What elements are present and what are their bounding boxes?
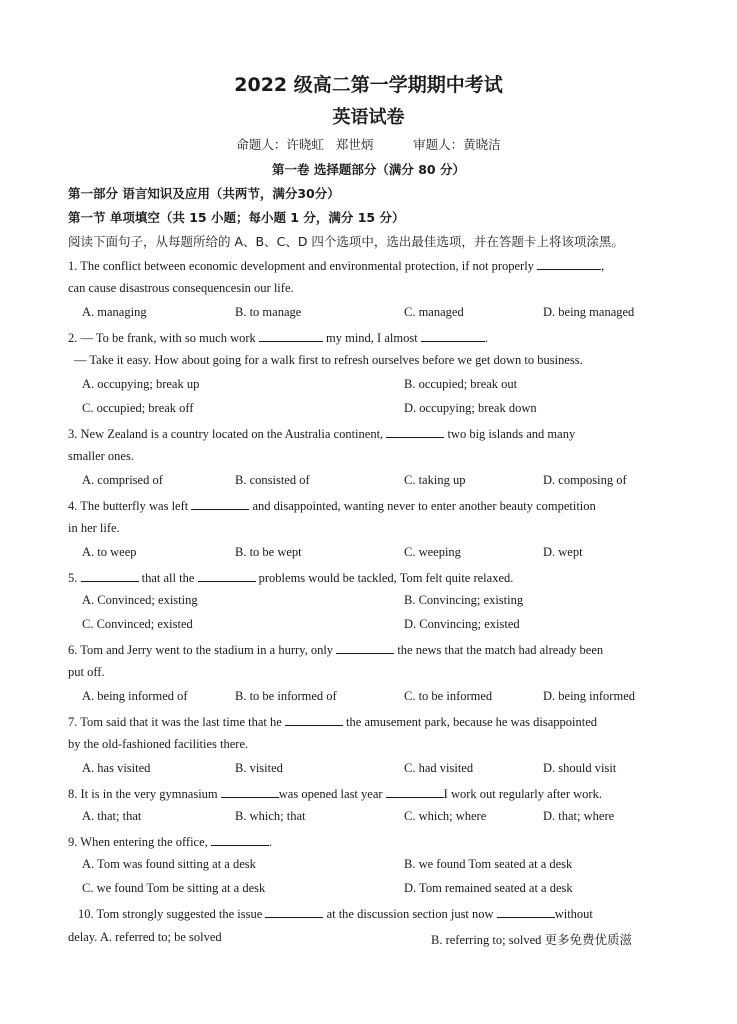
question-3-cont: smaller ones. (68, 449, 134, 463)
question-3: 3. New Zealand is a country located on the Australia continent, two big islands and many (68, 427, 576, 441)
question-1-cont: can cause disastrous consequencesin our life. (68, 281, 294, 295)
q8-option-b: B. which; that (235, 809, 306, 823)
q5-option-c: C. Convinced; existed (82, 617, 193, 631)
question-6: 6. Tom and Jerry went to the stadium in a hurry, only the news that the match had already been (68, 643, 604, 657)
reviewer: 审题人：黄晓洁 (413, 137, 501, 152)
answer-blank (336, 641, 394, 654)
volume-heading: 第一卷 选择题部分（满分 80 分） (272, 162, 465, 177)
q5-option-b: B. Convincing; existing (404, 593, 524, 607)
q9-option-d: D. Tom remained seated at a desk (404, 881, 573, 895)
answer-blank (386, 425, 444, 438)
question-10: 10. Tom strongly suggested the issue at the discussion section just now without (78, 907, 593, 921)
question-7: 7. Tom said that it was the last time that he the amusement park, because he was disappointed (68, 715, 598, 729)
q7-option-b: B. visited (235, 761, 283, 775)
q3-option-a: A. comprised of (82, 473, 163, 487)
question-4-cont: in her life. (68, 521, 120, 535)
q8-option-a: A. that; that (82, 809, 142, 823)
q8-option-c: C. which; where (404, 809, 487, 823)
question-4: 4. The butterfly was left and disappointed, wanting never to enter another beauty competition (68, 499, 596, 513)
answer-blank (537, 257, 601, 270)
question-6-cont: put off. (68, 665, 105, 679)
q8-option-d: D. that; where (543, 809, 615, 823)
answer-blank (497, 905, 555, 918)
q3-option-b: B. consisted of (235, 473, 310, 487)
answer-blank (259, 329, 323, 342)
q3-option-d: D. composing of (543, 473, 627, 487)
exam-title: 2022 级高二第一学期期中考试 (234, 74, 503, 96)
q9-option-a: A. Tom was found sitting at a desk (82, 857, 256, 871)
question-5: 5. that all the problems would be tackled, Tom felt quite relaxed. (68, 571, 514, 585)
question-2-cont: — Take it easy. How about going for a walk first to refresh ourselves before we get down to business. (74, 353, 583, 367)
exam-subtitle: 英语试卷 (332, 107, 405, 128)
answer-blank (81, 569, 139, 582)
q5-option-d: D. Convincing; existed (404, 617, 520, 631)
q2-option-b: B. occupied; break out (404, 377, 518, 391)
answer-blank (198, 569, 256, 582)
q2-option-c: C. occupied; break off (82, 401, 194, 415)
answer-blank (421, 329, 485, 342)
q6-option-c: C. to be informed (404, 689, 493, 703)
answer-blank (211, 833, 269, 846)
question-2: 2. — To be frank, with so much work my mind, I almost . (68, 331, 488, 345)
answer-blank (265, 905, 323, 918)
answer-blank (221, 785, 279, 798)
question-1: 1. The conflict between economic development and environmental protection, if not properly , (68, 259, 605, 273)
answer-blank (285, 713, 343, 726)
q9-option-c: C. we found Tom be sitting at a desk (82, 881, 266, 895)
q7-option-c: C. had visited (404, 761, 474, 775)
q10-option-b: B. referring to; solved 更多免费优质滋 (431, 933, 633, 947)
q2-option-a: A. occupying; break up (82, 377, 200, 391)
q6-option-d: D. being informed (543, 689, 635, 703)
question-10-cont: delay. A. referred to; be solved (68, 930, 222, 944)
q1-option-c: C. managed (404, 305, 464, 319)
q9-option-b: B. we found Tom seated at a desk (404, 857, 573, 871)
q7-option-d: D. should visit (543, 761, 617, 775)
instructions: 阅读下面句子，从每题所给的 A、B、C、D 四个选项中，选出最佳选项，并在答题卡上将该项涂黑。 (68, 234, 624, 249)
answer-blank (191, 497, 249, 510)
q4-option-b: B. to be wept (235, 545, 302, 559)
part-heading: 第一部分 语言知识及应用（共两节，满分30分） (68, 186, 340, 201)
q3-option-c: C. taking up (404, 473, 466, 487)
q1-option-b: B. to manage (235, 305, 302, 319)
q1-option-a: A. managing (82, 305, 147, 319)
answer-blank (386, 785, 444, 798)
q7-option-a: A. has visited (82, 761, 151, 775)
q5-option-a: A. Convinced; existing (82, 593, 198, 607)
question-7-cont: by the old-fashioned facilities there. (68, 737, 249, 751)
section-heading: 第一节 单项填空（共 15 小题；每小题 1 分，满分 15 分） (68, 210, 405, 225)
q4-option-a: A. to weep (82, 545, 137, 559)
setters: 命题人：许晓虹 郑世炳 (236, 137, 374, 152)
q4-option-c: C. weeping (404, 545, 461, 559)
q4-option-d: D. wept (543, 545, 583, 559)
q6-option-b: B. to be informed of (235, 689, 337, 703)
q6-option-a: A. being informed of (82, 689, 188, 703)
question-9: 9. When entering the office, . (68, 835, 273, 849)
q2-option-d: D. occupying; break down (404, 401, 537, 415)
authors-line (0, 135, 737, 153)
q1-option-d: D. being managed (543, 305, 635, 319)
question-8: 8. It is in the very gymnasium was opened last year I work out regularly after work. (68, 787, 602, 801)
